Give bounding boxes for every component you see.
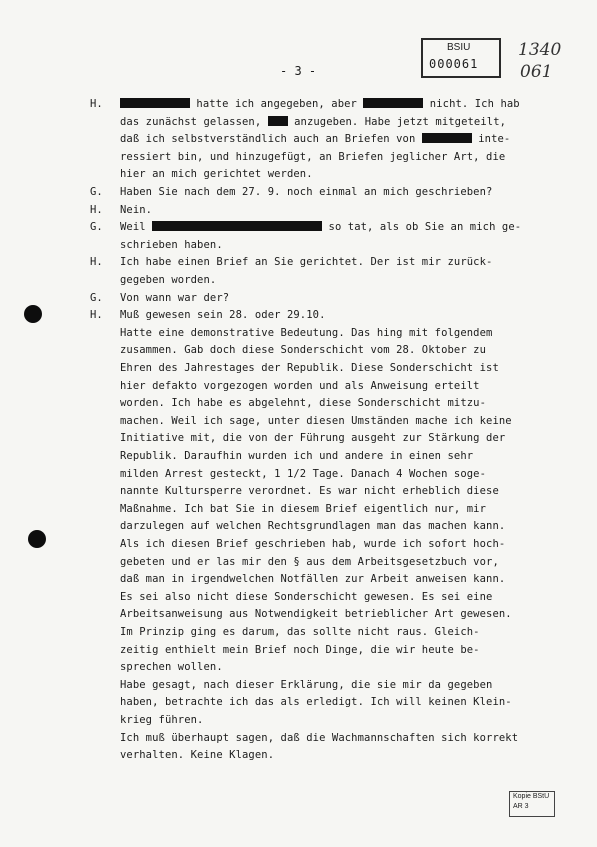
- transcript-text: Es sei also nicht diese Sonderschicht gewesen. Es sei eine: [120, 590, 493, 603]
- transcript-text: worden. Ich habe es abgelehnt, diese Sonderschicht mitzu-: [120, 397, 487, 410]
- transcript-text: ressiert bin, und hinzugefügt, an Briefen jeglicher Art, die: [120, 150, 506, 163]
- transcript-line: [120, 415, 512, 427]
- speaker-label: H.: [90, 98, 103, 110]
- transcript-text: krieg führen.: [120, 714, 204, 726]
- transcript-line: [120, 644, 480, 656]
- transcript-text: Maßnahme. Ich bat Sie in diesem Brief eigentlich nur, mir: [120, 502, 487, 515]
- transcript-text: Ich muß überhaupt sagen, daß die Wachmannschaften sich korrekt: [120, 731, 519, 744]
- transcript-line: [120, 309, 326, 321]
- speaker-label: H.: [90, 309, 103, 322]
- transcript-text: zeitig enthielt mein Brief noch Dinge, die wir heute be-: [120, 643, 480, 656]
- transcript-text: nannte Kultursperre verordnet. Es war nicht erheblich diese: [120, 485, 499, 498]
- transcript-line: [120, 679, 492, 691]
- redaction-bar: [422, 133, 472, 143]
- transcript-line: [120, 591, 492, 603]
- copy-stamp-code: AR 3: [513, 803, 529, 810]
- transcript-text: verhalten. Keine Klagen.: [120, 749, 275, 762]
- transcript-line: [120, 538, 505, 550]
- transcript-line: [120, 485, 499, 497]
- transcript-text: hier defakto vorgezogen worden und als Anweisung erteilt: [120, 379, 480, 392]
- transcript-line: [120, 98, 520, 110]
- transcript-text: Nein.: [120, 203, 153, 216]
- redaction-bar: [152, 221, 322, 231]
- transcript-text: Arbeitsanweisung aus Notwendigkeit betrieblicher Art gewesen.: [120, 608, 512, 621]
- transcript-line: [120, 520, 505, 532]
- transcript-line: [120, 749, 274, 761]
- transcript-line: [120, 380, 480, 392]
- transcript-line: [120, 256, 492, 268]
- transcript-line: [120, 468, 486, 480]
- transcript-line: [120, 626, 480, 638]
- transcript-line: [120, 292, 229, 304]
- transcript-line: [120, 432, 505, 444]
- transcript-text: schrieben haben.: [120, 238, 223, 251]
- transcript-line: [120, 397, 486, 409]
- transcript-text: Initiative mit, die von der Führung ausgeht zur Stärkung der: [120, 432, 506, 445]
- transcript-text: hatte ich angegeben, aber: [190, 98, 364, 110]
- transcript-text: Im Prinzip ging es darum, das sollte nicht raus. Gleich-: [120, 626, 480, 638]
- copy-stamp: [509, 791, 555, 817]
- transcript-text: daß ich selbstverständlich auch an Briefen von: [120, 133, 422, 146]
- transcript-text: Habe gesagt, nach dieser Erklärung, die sie mir da gegeben: [120, 678, 493, 691]
- transcript-text: Haben Sie nach dem 27. 9. noch einmal an mich geschrieben?: [120, 186, 493, 198]
- stamp-number: 000061: [429, 57, 479, 71]
- transcript-text: so tat, als ob Sie an mich ge-: [322, 221, 522, 234]
- transcript-line: [120, 327, 492, 339]
- speaker-label: H.: [90, 256, 103, 269]
- speaker-label: H.: [90, 203, 103, 216]
- transcript-text: nicht. Ich hab: [423, 98, 520, 110]
- transcript-text: inte-: [471, 133, 511, 146]
- transcript-text: anzugeben. Habe jetzt mitgeteilt,: [287, 115, 507, 128]
- speaker-label: G.: [90, 186, 103, 198]
- redaction-bar: [268, 116, 288, 126]
- handwritten-number-top: 1340: [518, 40, 562, 60]
- transcript-line: [120, 186, 492, 198]
- transcript-line: [120, 661, 223, 673]
- transcript-text: zusammen. Gab doch diese Sonderschicht vom 28. Oktober zu: [120, 344, 487, 357]
- transcript-line: [120, 133, 510, 145]
- punch-hole: [24, 305, 42, 323]
- transcript-line: [120, 503, 486, 515]
- transcript-line: [120, 573, 505, 585]
- transcript-text: gegeben worden.: [120, 274, 217, 286]
- transcript-text: darzulegen auf welchen Rechtsgrundlagen man das machen kann.: [120, 520, 506, 533]
- transcript-text: milden Arrest gesteckt, 1 1/2 Tage. Danach 4 Wochen soge-: [120, 467, 487, 480]
- redaction-bar: [363, 98, 423, 108]
- transcript-text: daß man in irgendwelchen Notfällen zur Arbeit anweisen kann.: [120, 573, 506, 586]
- punch-hole: [28, 530, 46, 548]
- transcript-text: gebeten und er las mir den § aus dem Arbeitsgesetzbuch vor,: [120, 555, 499, 568]
- transcript-text: machen. Weil ich sage, unter diesen Umständen mache ich keine: [120, 414, 512, 427]
- transcript-text: Republik. Daraufhin wurden ich und andere in einen sehr: [120, 450, 474, 462]
- transcript-line: [120, 151, 505, 163]
- transcript-line: [120, 556, 499, 568]
- transcript-text: hier an mich gerichtet werden.: [120, 168, 313, 181]
- redaction-bar: [120, 98, 190, 108]
- transcript-line: [120, 344, 486, 356]
- transcript-line: [120, 274, 216, 286]
- transcript-text: haben, betrachte ich das als erledigt. Ich will keinen Klein-: [120, 696, 512, 709]
- transcript-text: Muß gewesen sein 28. oder 29.10.: [120, 309, 326, 322]
- transcript-line: [120, 362, 499, 374]
- archive-stamp: [421, 38, 501, 78]
- transcript-line: [120, 450, 473, 462]
- page-number: - 3 -: [280, 64, 317, 78]
- transcript-text: sprechen wollen.: [120, 661, 223, 674]
- transcript-line: [120, 221, 521, 233]
- stamp-label: BSIU: [447, 42, 471, 53]
- transcript-text: Als ich diesen Brief geschrieben hab, wurde ich sofort hoch-: [120, 538, 506, 550]
- transcript-line: [120, 116, 506, 128]
- transcript-text: das zunächst gelassen,: [120, 115, 268, 128]
- transcript-text: Von wann war der?: [120, 291, 230, 304]
- transcript-text: Weil: [120, 221, 153, 234]
- transcript-line: [120, 696, 512, 708]
- transcript-line: [120, 608, 512, 620]
- transcript-line: [120, 732, 518, 744]
- speaker-label: G.: [90, 291, 103, 304]
- transcript-text: Hatte eine demonstrative Bedeutung. Das hing mit folgendem: [120, 326, 493, 339]
- copy-stamp-label: Kopie BStU: [513, 793, 550, 800]
- speaker-label: G.: [90, 221, 103, 234]
- transcript-line: [120, 714, 203, 726]
- transcript-text: Ich habe einen Brief an Sie gerichtet. Der ist mir zurück-: [120, 256, 493, 269]
- transcript-line: [120, 168, 313, 180]
- transcript-line: [120, 204, 152, 216]
- transcript-text: Ehren des Jahrestages der Republik. Diese Sonderschicht ist: [120, 362, 499, 374]
- handwritten-number-bottom: 061: [520, 62, 553, 82]
- transcript-line: [120, 239, 223, 251]
